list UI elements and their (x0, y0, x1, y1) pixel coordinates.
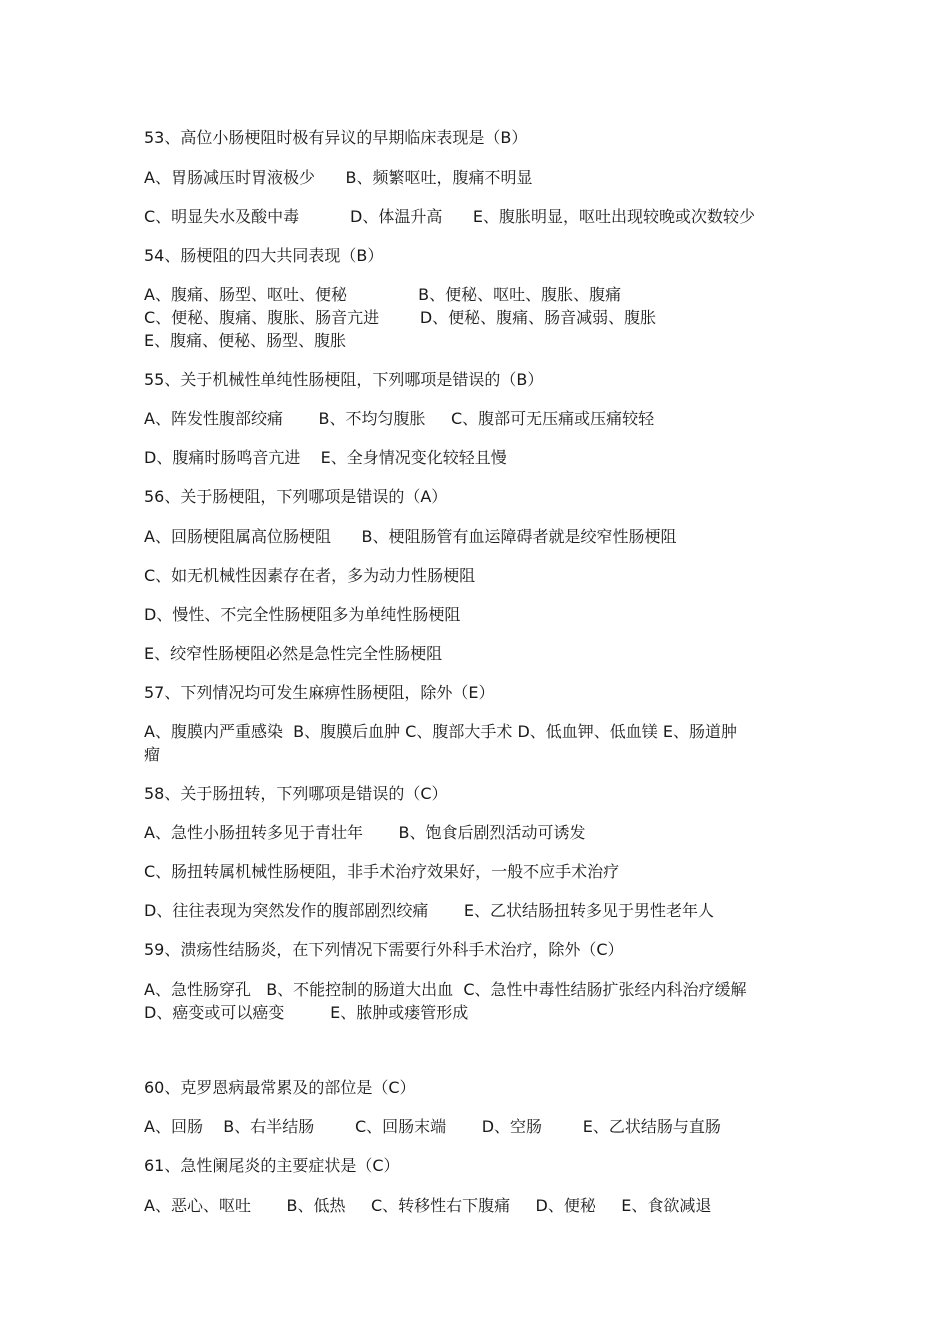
options-59-line-2: D、癌变或可以癌变 E、脓肿或瘘管形成 (144, 1003, 469, 1022)
options-56-line-3: D、慢性、不完全性肠梗阻多为单纯性肠梗阻 (144, 605, 461, 624)
question-58: 58、关于肠扭转，下列哪项是错误的（C） (144, 784, 448, 803)
question-56: 56、关于肠梗阻，下列哪项是错误的（A） (144, 487, 448, 506)
options-54-line-2: C、便秘、腹痛、腹胀、肠音亢进 D、便秘、腹痛、肠音减弱、腹胀 (144, 308, 657, 327)
options-56-line-1: A、回肠梗阻属高位肠梗阻 B、梗阻肠管有血运障碍者就是绞窄性肠梗阻 (144, 527, 677, 546)
options-58-line-1: A、急性小肠扭转多见于青壮年 B、饱食后剧烈活动可诱发 (144, 823, 586, 842)
question-55: 55、关于机械性单纯性肠梗阻，下列哪项是错误的（B） (144, 370, 544, 389)
question-53: 53、高位小肠梗阻时极有异议的早期临床表现是（B） (144, 128, 528, 147)
options-55-line-1: A、阵发性腹部绞痛 B、不均匀腹胀 C、腹部可无压痛或压痛较轻 (144, 409, 655, 428)
options-55-line-2: D、腹痛时肠鸣音亢进 E、全身情况变化较轻且慢 (144, 448, 507, 467)
options-60-line-1: A、回肠 B、右半结肠 C、回肠末端 D、空肠 E、乙状结肠与直肠 (144, 1117, 721, 1136)
question-60: 60、克罗恩病最常累及的部位是（C） (144, 1078, 416, 1097)
question-54: 54、肠梗阻的四大共同表现（B） (144, 246, 384, 265)
options-58-line-2: C、肠扭转属机械性肠梗阻，非手术治疗效果好，一般不应手术治疗 (144, 862, 620, 881)
question-61: 61、急性阑尾炎的主要症状是（C） (144, 1156, 400, 1175)
options-59-line-1: A、急性肠穿孔 B、不能控制的肠道大出血 C、急性中毒性结肠扩张经内科治疗缓解 (144, 980, 747, 999)
options-57-line-1: A、腹膜内严重感染 B、腹膜后血肿 C、腹部大手术 D、低血钾、低血镁 E、肠道肿 (144, 722, 737, 741)
question-59: 59、溃疡性结肠炎，在下列情况下需要行外科手术治疗，除外（C） (144, 940, 624, 959)
options-61-line-1: A、恶心、呕吐 B、低热 C、转移性右下腹痛 D、便秘 E、食欲减退 (144, 1196, 712, 1215)
options-57-line-2: 瘤 (144, 745, 161, 764)
options-56-line-2: C、如无机械性因素存在者，多为动力性肠梗阻 (144, 566, 476, 585)
options-54-line-3: E、腹痛、便秘、肠型、腹胀 (144, 331, 347, 350)
options-54-line-1: A、腹痛、肠型、呕吐、便秘 B、便秘、呕吐、腹胀、腹痛 (144, 285, 622, 304)
options-56-line-4: E、绞窄性肠梗阻必然是急性完全性肠梗阻 (144, 644, 443, 663)
options-53-line-2: C、明显失水及酸中毒 D、体温升高 E、腹胀明显，呕吐出现较晚或次数较少 (144, 207, 755, 226)
question-57: 57、下列情况均可发生麻痹性肠梗阻，除外（E） (144, 683, 495, 702)
options-53-line-1: A、胃肠减压时胃液极少 B、频繁呕吐，腹痛不明显 (144, 168, 533, 187)
options-58-line-3: D、往往表现为突然发作的腹部剧烈绞痛 E、乙状结肠扭转多见于男性老年人 (144, 901, 715, 920)
